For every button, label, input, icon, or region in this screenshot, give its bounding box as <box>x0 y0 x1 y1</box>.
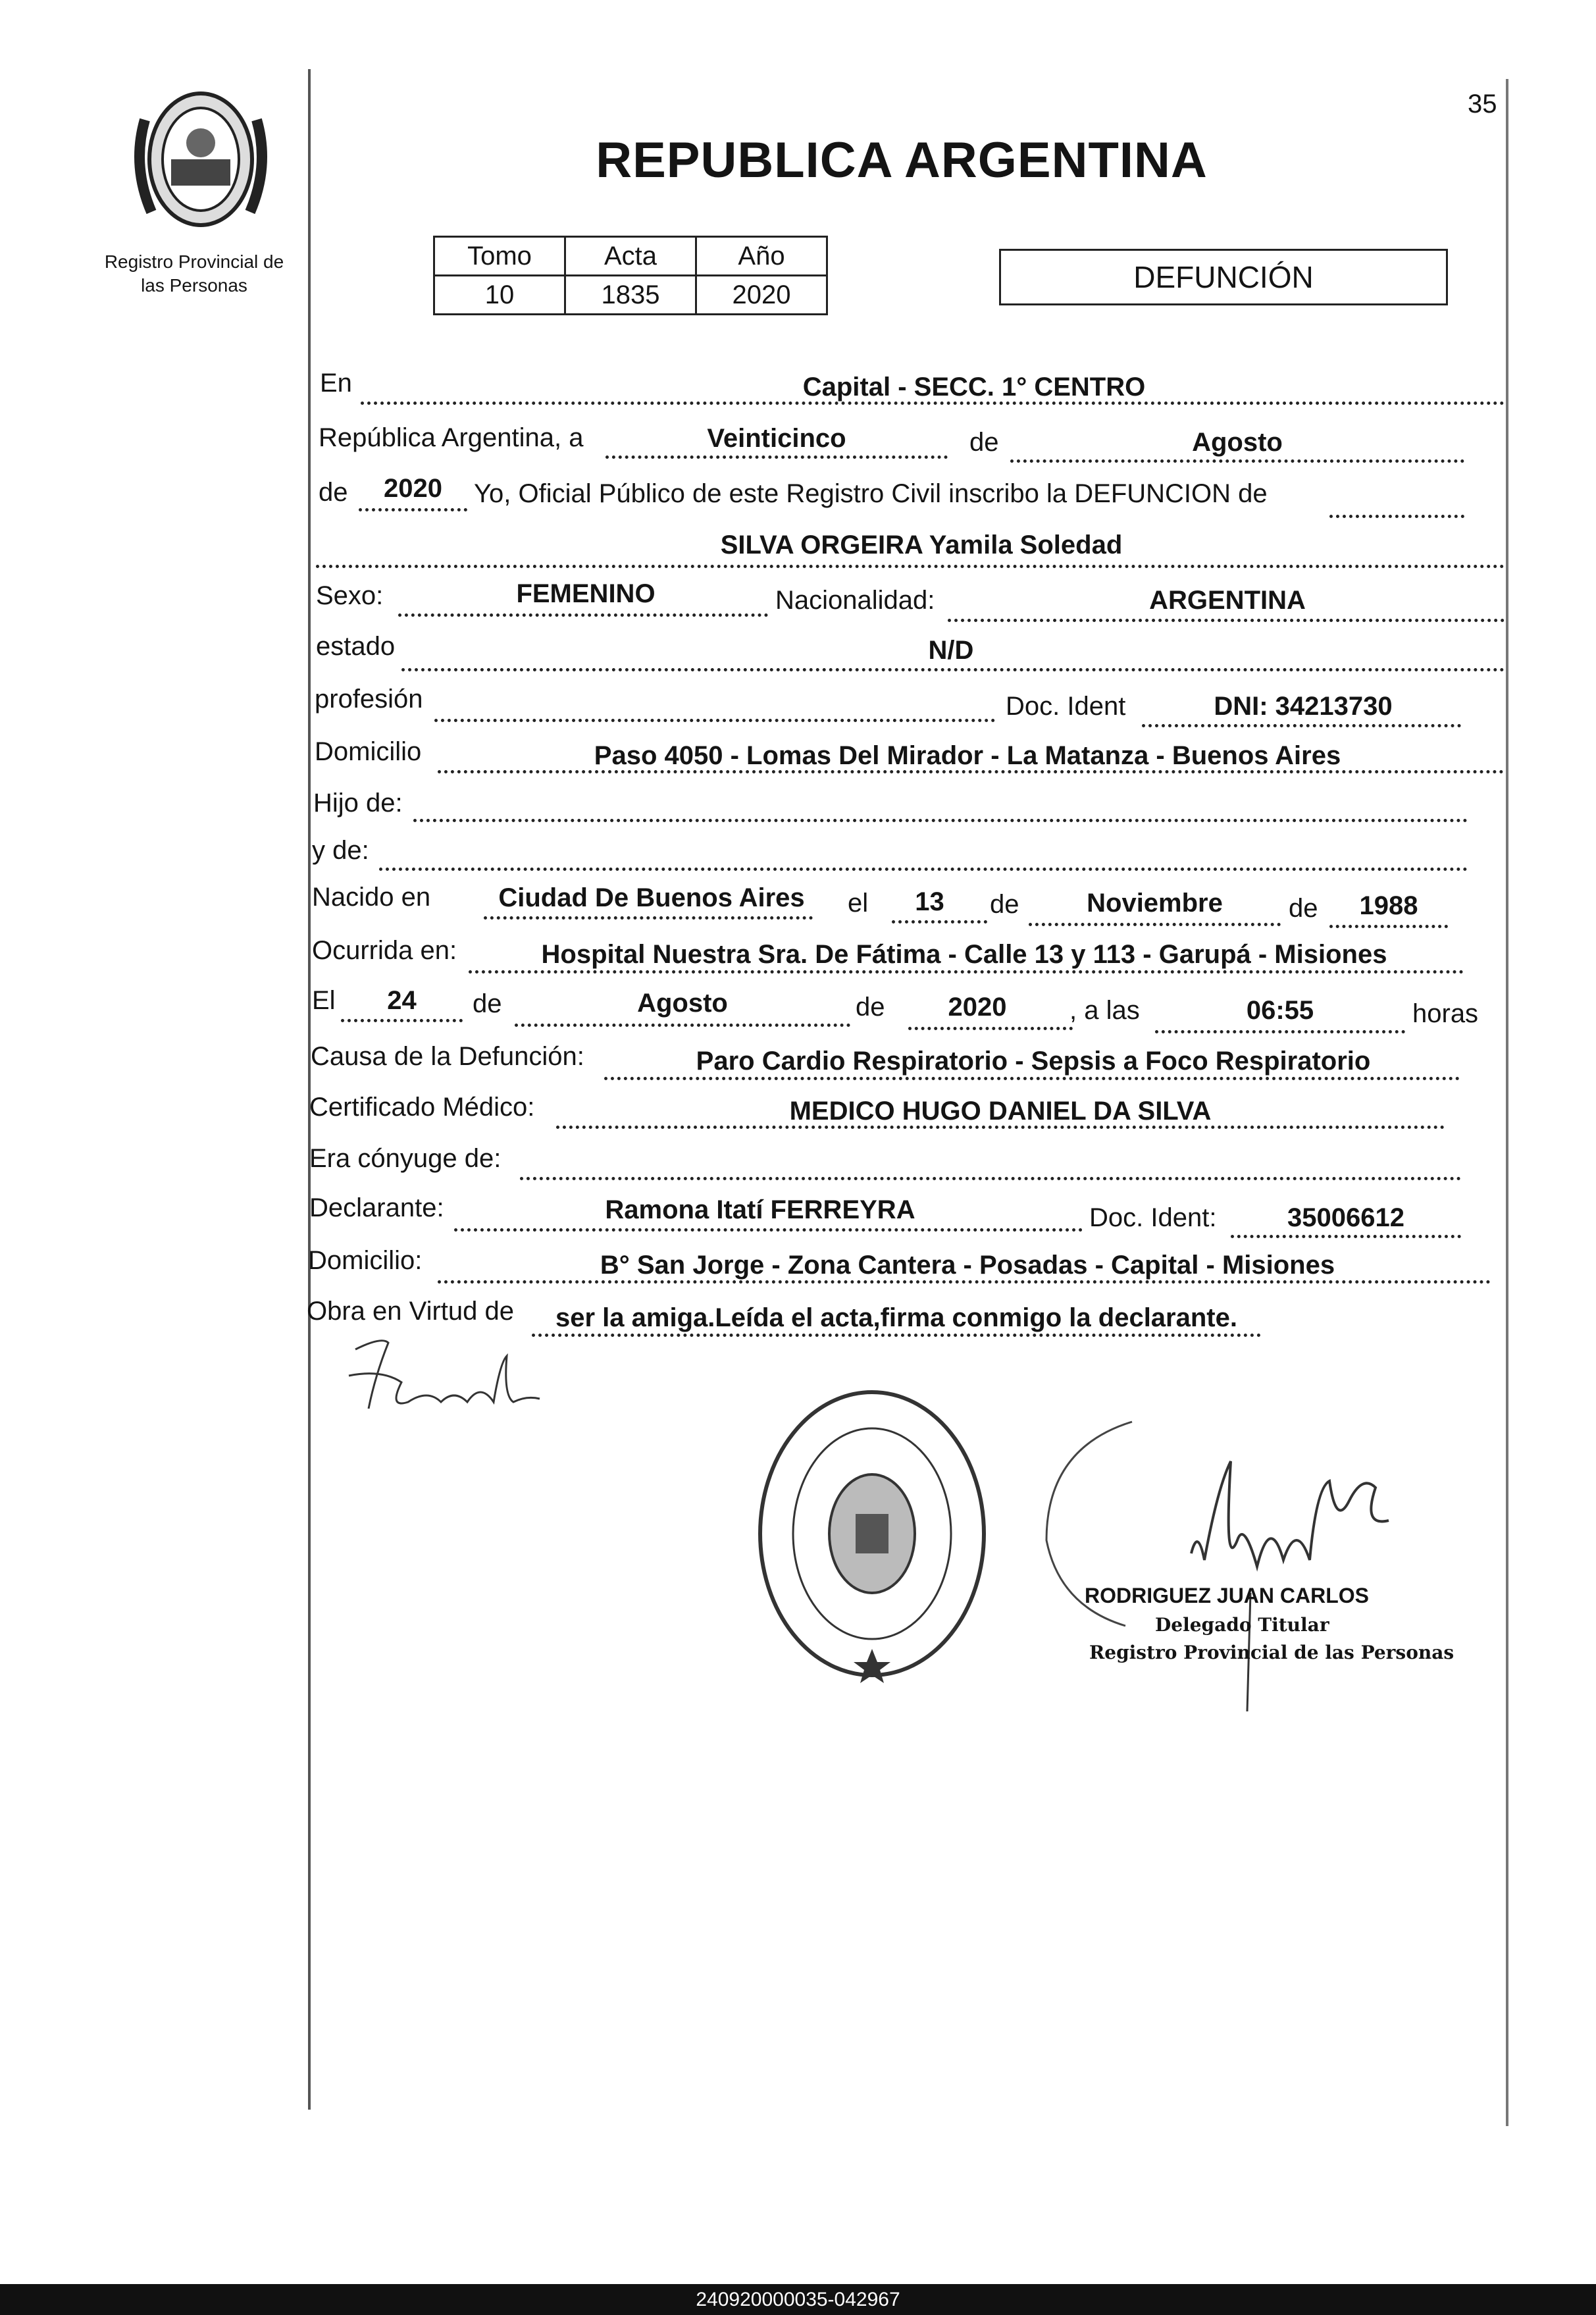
dotted-line <box>361 402 1505 405</box>
hijo-de-label: Hijo de: <box>313 789 403 818</box>
birthplace-value: Ciudad De Buenos Aires <box>498 883 805 912</box>
sexo-value: FEMENINO <box>516 579 656 608</box>
page-number: 35 <box>1468 90 1497 118</box>
domicilio2-label: Domicilio: <box>308 1246 423 1275</box>
birth-day: 13 <box>915 887 944 916</box>
ocurrida-label: Ocurrida en: <box>312 936 457 965</box>
doc-ident-label: Doc. Ident <box>1006 692 1126 721</box>
footer-code: 240920000035-042967 <box>0 2284 1596 2315</box>
deceased-name: SILVA ORGEIRA Yamila Soledad <box>720 531 1123 559</box>
republica-label: República Argentina, a <box>319 423 584 452</box>
estado-label: estado <box>316 632 396 661</box>
death-month: Agosto <box>637 989 728 1018</box>
dotted-line <box>948 619 1505 622</box>
birth-year: 1988 <box>1359 891 1418 920</box>
dotted-line <box>1231 1235 1461 1238</box>
obra-label: Obra en Virtud de <box>307 1297 515 1326</box>
declarante-value: Ramona Itatí FERREYRA <box>605 1195 915 1224</box>
conyuge-label: Era cónyuge de: <box>309 1144 502 1173</box>
profesion-label: profesión <box>315 685 423 714</box>
dotted-line <box>532 1334 1261 1337</box>
domicilio-label: Domicilio <box>315 737 422 766</box>
de-label: de <box>990 890 1019 919</box>
anio-header: Año <box>696 237 827 276</box>
tomo-header: Tomo <box>434 237 565 276</box>
dotted-line <box>413 819 1468 822</box>
dotted-line <box>341 1019 463 1022</box>
death-year: 2020 <box>948 993 1007 1022</box>
dotted-line <box>605 455 948 459</box>
nacionalidad-label: Nacionalidad: <box>775 586 935 615</box>
official-stamp <box>750 1382 994 1685</box>
nacionalidad-value: ARGENTINA <box>1149 586 1306 615</box>
record-table <box>433 236 828 315</box>
official-signature <box>1020 1409 1428 1718</box>
dotted-line <box>908 1027 1073 1030</box>
dotted-line <box>604 1077 1460 1080</box>
el2-label: El <box>312 986 336 1015</box>
dotted-line <box>1329 515 1464 518</box>
dotted-line <box>401 668 1505 671</box>
dotted-line <box>379 868 1468 871</box>
dotted-line <box>398 613 768 617</box>
a-las-label: , a las <box>1069 996 1140 1025</box>
year-value: 2020 <box>384 474 442 503</box>
domicilio2-value: B° San Jorge - Zona Cantera - Posadas - Capital - Misiones <box>600 1251 1335 1280</box>
official-role: Delegado Titular <box>1155 1614 1329 1636</box>
dotted-line <box>1010 459 1464 463</box>
dotted-line <box>1329 925 1448 928</box>
official-office: Registro Provincial de las Personas <box>1089 1642 1454 1663</box>
el-label: el <box>848 889 869 918</box>
birth-month: Noviembre <box>1087 889 1223 918</box>
de-label: de <box>969 428 999 457</box>
place-value: Capital - SECC. 1° CENTRO <box>802 373 1146 402</box>
y-de-label: y de: <box>312 836 369 865</box>
ocurrida-value: Hospital Nuestra Sra. De Fátima - Calle 13 y 113 - Garupá - Misiones <box>541 940 1387 969</box>
official-name: RODRIGUEZ JUAN CARLOS <box>1085 1584 1370 1607</box>
death-time: 06:55 <box>1246 996 1314 1025</box>
causa-label: Causa de la Defunción: <box>311 1042 584 1071</box>
causa-value: Paro Cardio Respiratorio - Sepsis a Foco Respiratorio <box>696 1047 1371 1076</box>
dotted-line <box>469 970 1464 974</box>
dotted-line <box>1029 923 1281 926</box>
decl-doc-label: Doc. Ident: <box>1089 1203 1217 1232</box>
dotted-line <box>438 1280 1491 1284</box>
horas-label: horas <box>1412 999 1479 1028</box>
certificado-label: Certificado Médico: <box>309 1093 535 1122</box>
declarant-signature <box>342 1336 553 1428</box>
right-margin-line <box>1506 79 1508 2126</box>
domicilio-value: Paso 4050 - Lomas Del Mirador - La Matanza - Buenos Aires <box>594 741 1341 770</box>
de-label: de <box>856 993 885 1022</box>
declarante-label: Declarante: <box>309 1193 444 1222</box>
death-day: 24 <box>387 986 417 1015</box>
acta-header: Acta <box>565 237 696 276</box>
dotted-line <box>434 719 995 722</box>
registry-name: Registro Provincial de las Personas <box>104 251 284 296</box>
dotted-line <box>520 1177 1461 1180</box>
document-type-box: DEFUNCIÓN <box>999 249 1448 305</box>
de-label: de <box>473 989 502 1018</box>
dotted-line <box>454 1228 1083 1232</box>
anio-value: 2020 <box>696 276 827 315</box>
tomo-value: 10 <box>434 276 565 315</box>
yo-text: Yo, Oficial Público de este Registro Civil inscribo la DEFUNCION de <box>474 479 1268 508</box>
decl-doc-value: 35006612 <box>1287 1203 1404 1232</box>
nacido-label: Nacido en <box>312 883 431 912</box>
dotted-line <box>1155 1030 1405 1033</box>
dotted-line <box>515 1024 850 1027</box>
acta-value: 1835 <box>565 276 696 315</box>
dotted-line <box>484 916 813 920</box>
de-label: de <box>1289 894 1318 923</box>
estado-value: N/D <box>928 636 974 665</box>
sexo-label: Sexo: <box>316 581 384 610</box>
certificado-value: MEDICO HUGO DANIEL DA SILVA <box>789 1097 1212 1126</box>
dotted-line <box>556 1126 1445 1129</box>
dotted-line <box>359 508 467 511</box>
dotted-line <box>438 770 1504 773</box>
dotted-line <box>1142 724 1461 727</box>
de-label: de <box>319 478 348 507</box>
dotted-line <box>892 920 987 923</box>
document-title: REPUBLICA ARGENTINA <box>596 132 1208 188</box>
left-margin-line <box>308 69 311 2110</box>
en-label: En <box>320 369 352 398</box>
doc-ident-value: DNI: 34213730 <box>1214 692 1393 721</box>
obra-value: ser la amiga.Leída el acta,firma conmigo la declarante. <box>555 1303 1237 1332</box>
month-value: Agosto <box>1192 428 1283 457</box>
dotted-line <box>316 565 1505 568</box>
day-value: Veinticinco <box>707 424 846 453</box>
